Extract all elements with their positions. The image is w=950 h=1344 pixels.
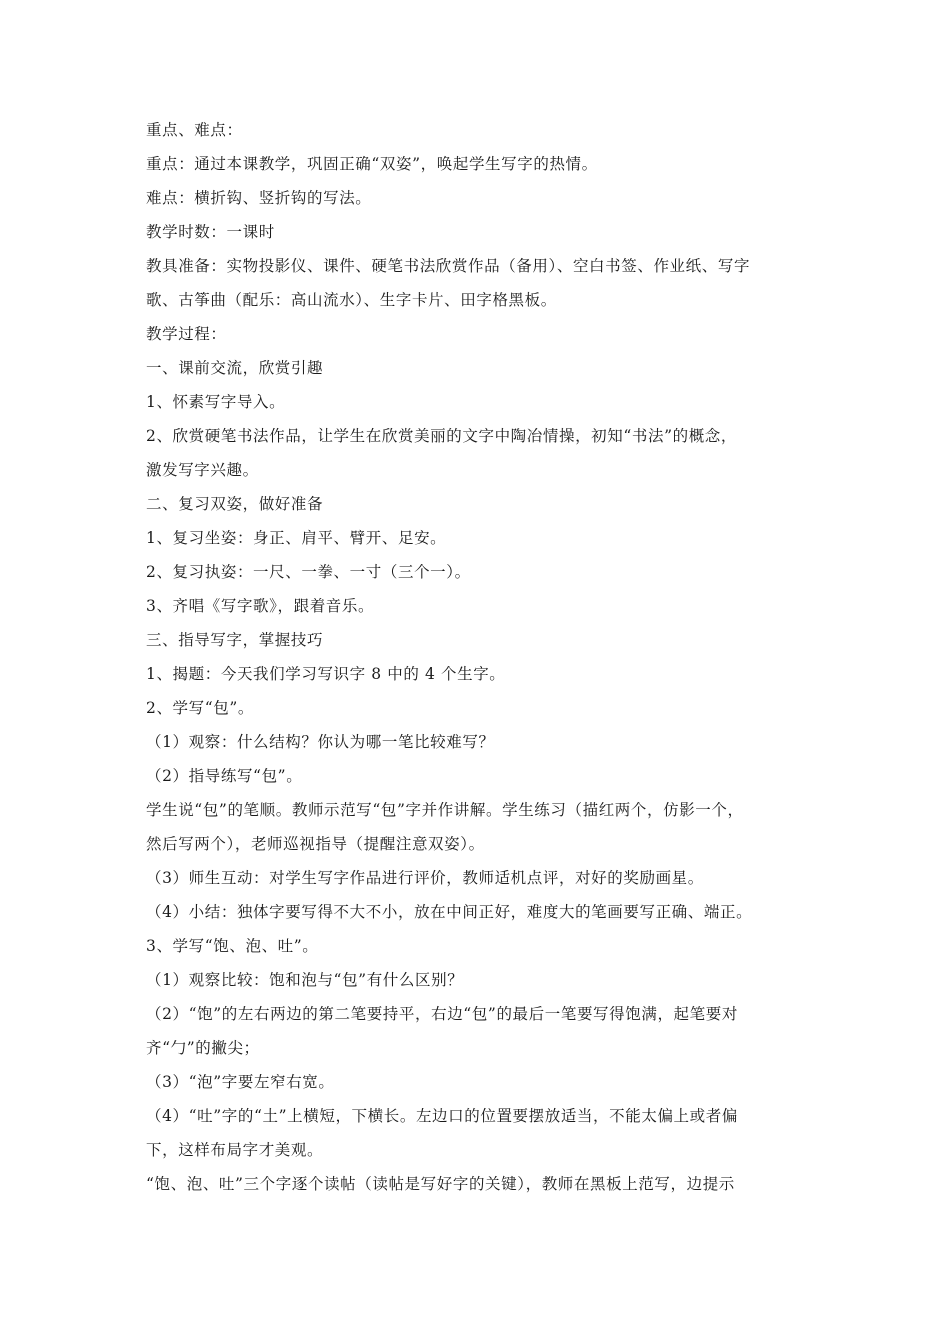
paragraph-line: 难点：横折钩、竖折钩的写法。: [146, 189, 372, 207]
paragraph-line: （3）“泡”字要左窄右宽。: [146, 1073, 335, 1091]
paragraph-line: 1、怀素写字导入。: [146, 393, 286, 411]
paragraph-line: （4）小结：独体字要写得不大不小，放在中间正好，难度大的笔画要写正确、端正。: [146, 903, 753, 921]
section-heading: 重点、难点：: [146, 121, 243, 139]
paragraph-line: 2、复习执姿：一尺、一拳、一寸（三个一）。: [146, 563, 471, 581]
paragraph-line: （2）指导练写“包”。: [146, 767, 303, 785]
paragraph-line: 教学时数：一课时: [146, 223, 275, 241]
paragraph-line: （1）观察：什么结构？你认为哪一笔比较难写？: [146, 733, 495, 751]
paragraph-line: 激发写字兴趣。: [146, 461, 259, 479]
paragraph-line: 3、齐唱《写字歌》，跟着音乐。: [146, 597, 375, 615]
paragraph-line: 歌、古筝曲（配乐：高山流水）、生字卡片、田字格黑板。: [146, 291, 557, 309]
paragraph-line: 下，这样布局字才美观。: [146, 1141, 324, 1159]
paragraph-line: 教具准备：实物投影仪、课件、硬笔书法欣赏作品（备用）、空白书签、作业纸、写字: [146, 257, 751, 275]
section-heading: 二、复习双姿，做好准备: [146, 495, 324, 513]
paragraph-line: 2、学写“包”。: [146, 699, 255, 717]
paragraph-line: 齐“勹”的撇尖；: [146, 1039, 260, 1057]
paragraph-line: （3）师生互动：对学生写字作品进行评价，教师适机点评，对好的奖励画星。: [146, 869, 704, 887]
paragraph-line: （2）“饱”的左右两边的第二笔要持平，右边“包”的最后一笔要写得饱满，起笔要对: [146, 1005, 738, 1023]
paragraph-line: （1）观察比较：饱和泡与“包”有什么区别？: [146, 971, 464, 989]
paragraph-line: “饱、泡、吐”三个字逐个读帖（读帖是写好字的关键），教师在黑板上范写，边提示: [146, 1175, 735, 1193]
paragraph-line: 1、揭题：今天我们学习写识字 8 中的 4 个生字。: [146, 665, 506, 683]
paragraph-line: （4）“吐”字的“土”上横短，下横长。左边口的位置要摆放适当，不能太偏上或者偏: [146, 1107, 738, 1125]
section-heading: 教学过程：: [146, 325, 227, 343]
paragraph-line: 3、学写“饱、泡、吐”。: [146, 937, 319, 955]
paragraph-line: 然后写两个），老师巡视指导（提醒注意双姿）。: [146, 835, 485, 853]
paragraph-line: 重点：通过本课教学，巩固正确“双姿”，唤起学生写字的热情。: [146, 155, 598, 173]
paragraph-line: 1、复习坐姿：身正、肩平、臂开、足安。: [146, 529, 447, 547]
paragraph-line: 2、欣赏硬笔书法作品，让学生在欣赏美丽的文字中陶冶情操，初知“书法”的概念，: [146, 427, 738, 445]
section-heading: 三、指导写字，掌握技巧: [146, 631, 324, 649]
paragraph-line: 学生说“包”的笔顺。教师示范写“包”字并作讲解。学生练习（描红两个，仿影一个，: [146, 801, 744, 819]
document-body: [146, 113, 810, 1201]
section-heading: 一、课前交流，欣赏引趣: [146, 359, 324, 377]
